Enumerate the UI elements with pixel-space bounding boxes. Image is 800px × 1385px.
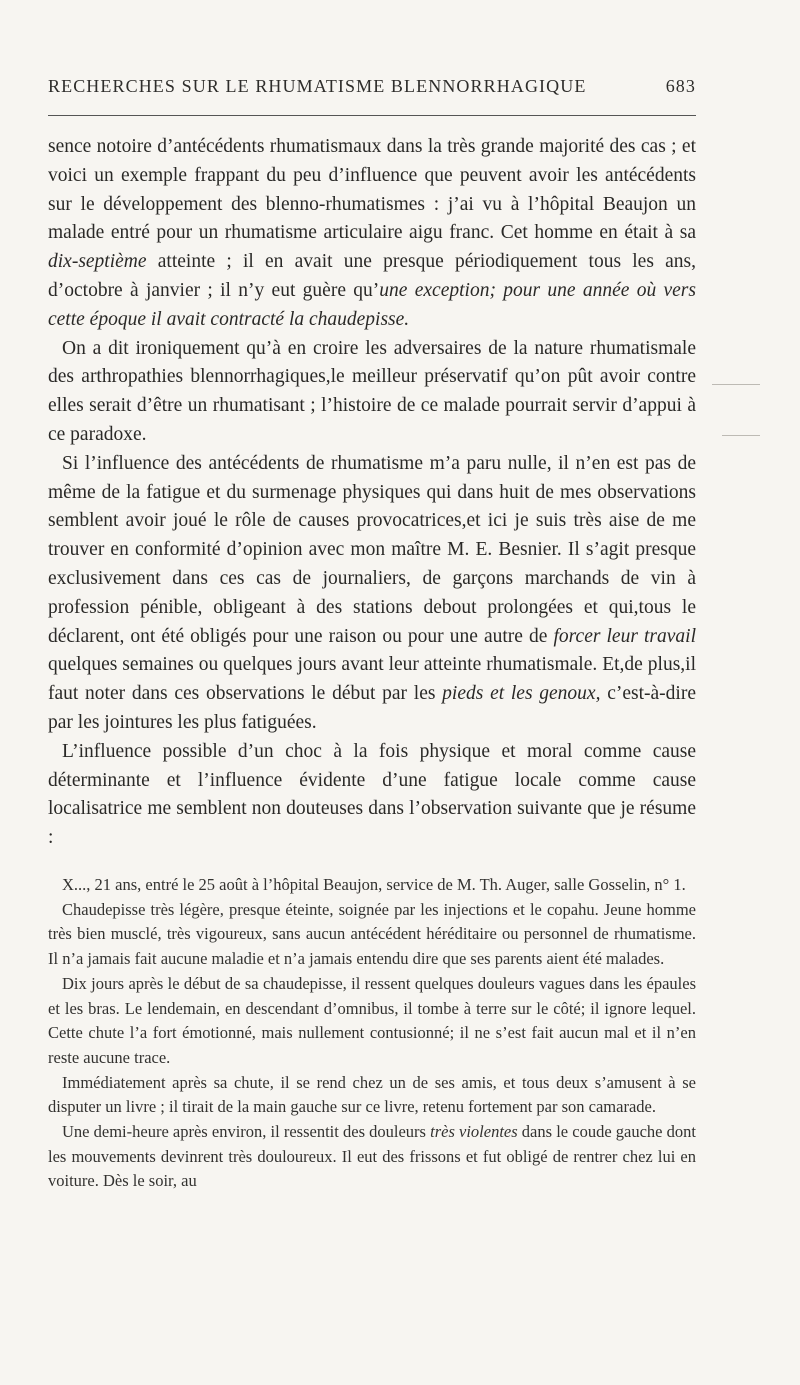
text-run: dans le coude gauche dont les mouvements devinrent très douloureux. Il eut des frissons et fut obligé de rentrer chez lui en voiture. Dès le soir, au bbox=[48, 1122, 696, 1191]
observation-paragraph-2: Dix jours après le début de sa chaudepisse, il ressent quelques douleurs vagues dans les épaules et les bras. Le lendemain, en descendant d’omnibus, il tombe à terre sur le côté; il ignore lequel. Cette chute l’a fort émotionné, mais nullement contusionné; il ne s’est fait aucun mal et il n’en reste aucune trace. bbox=[48, 973, 696, 1067]
italic-run: une exception; pour une année où vers cette époque il avait contracté la chaudepisse. bbox=[48, 279, 696, 330]
observation-paragraph-4 bbox=[48, 1120, 696, 1194]
main-text bbox=[48, 133, 696, 853]
observation-paragraph-3: Immédiatement après sa chute, il se rend chez un de ses amis, et tous deux s’amusent à se disputer un livre ; il tirait de la main gauche sur ce livre, retenu fortement par son camarade. bbox=[48, 1072, 696, 1117]
margin-mark bbox=[712, 384, 760, 385]
text-run: atteinte ; il en avait une presque périodiquement tous les ans, d’octobre à janvier ; il n’y eut guère qu’ bbox=[48, 251, 696, 301]
text-run: quelques semaines ou quelques jours avant leur atteinte rhumatismale. Et,de plus,il faut noter dans ces observations le début par les bbox=[48, 654, 696, 705]
text-run: c’est-à-dire par les jointures les plus fatiguées. bbox=[48, 683, 696, 733]
italic-run: dix-septième bbox=[48, 251, 147, 273]
paragraph-1 bbox=[48, 133, 696, 335]
paragraph-4: L’influence possible d’un choc à la fois physique et moral comme cause déterminante et l’influence évidente d’une fatigue locale comme cause localisatrice me semblent non douteuses dans l’observation suivante que je résume : bbox=[48, 740, 696, 849]
paragraph-2: On a dit ironiquement qu’à en croire les adversaires de la nature rhumatismale des arthropathies blennorrhagiques,le meilleur préservatif qu’on pût avoir contre elles serait d’être un rhumatisant ; l’histoire de ce malade pourrait servir d’appui à ce paradoxe. bbox=[48, 337, 696, 445]
italic-run: pieds et les genoux, bbox=[442, 683, 601, 705]
observation-heading: X..., 21 ans, entré le 25 août à l’hôpital Beaujon, service de M. Th. Auger, salle Gosselin, n° 1. bbox=[62, 875, 686, 894]
text-run: sence notoire d’antécédents rhumatismaux dans la très grande majorité des cas ; et voici un exemple frappant du peu d’influence que peuvent avoir les antécédents sur le développement des blenno-rhumatismes : j’ai vu à l’hôpital Beaujon un malade entré pour un rhumatisme articulaire aigu franc. Cet homme en était à sa bbox=[48, 136, 696, 244]
observation-text bbox=[48, 873, 696, 1194]
running-title: RECHERCHES SUR LE RHUMATISME BLENNORRHAGIQUE bbox=[48, 76, 587, 96]
text-run: Une demi-heure après environ, il ressentit des douleurs bbox=[62, 1122, 431, 1142]
page-number: 683 bbox=[665, 76, 696, 96]
header-rule bbox=[48, 115, 696, 116]
observation-paragraph-1: Chaudepisse très légère, presque éteinte, soignée par les injections et le copahu. Jeune homme très bien musclé, très vigoureux, sans aucun antécédent héréditaire ou personnel de rhumatisme. Il n’a jamais fait aucune maladie et n’a jamais entendu dire que ses parents aient été malades. bbox=[48, 899, 696, 969]
margin-mark bbox=[722, 435, 760, 436]
italic-run: très violentes bbox=[430, 1122, 518, 1142]
paragraph-3 bbox=[48, 450, 696, 738]
italic-run: forcer leur travail bbox=[553, 625, 696, 647]
running-header bbox=[48, 76, 696, 97]
text-run: Si l’influence des antécédents de rhumatisme m’a paru nulle, il n’en est pas de même de la fatigue et du surmenage physiques qui dans huit de mes observations semblent avoir joué le rôle de causes provocatrices,et ici je suis très aise de me trouver en conformité d’opinion avec mon maître M. E. Besnier. Il s’agit presque exclusivement dans ces cas de journaliers, de garçons marchands de vin à profession pénible, obligeant à des stations debout prolongées et qui,tous le déclarent, ont été obligés pour une raison ou pour une autre de bbox=[48, 452, 696, 647]
